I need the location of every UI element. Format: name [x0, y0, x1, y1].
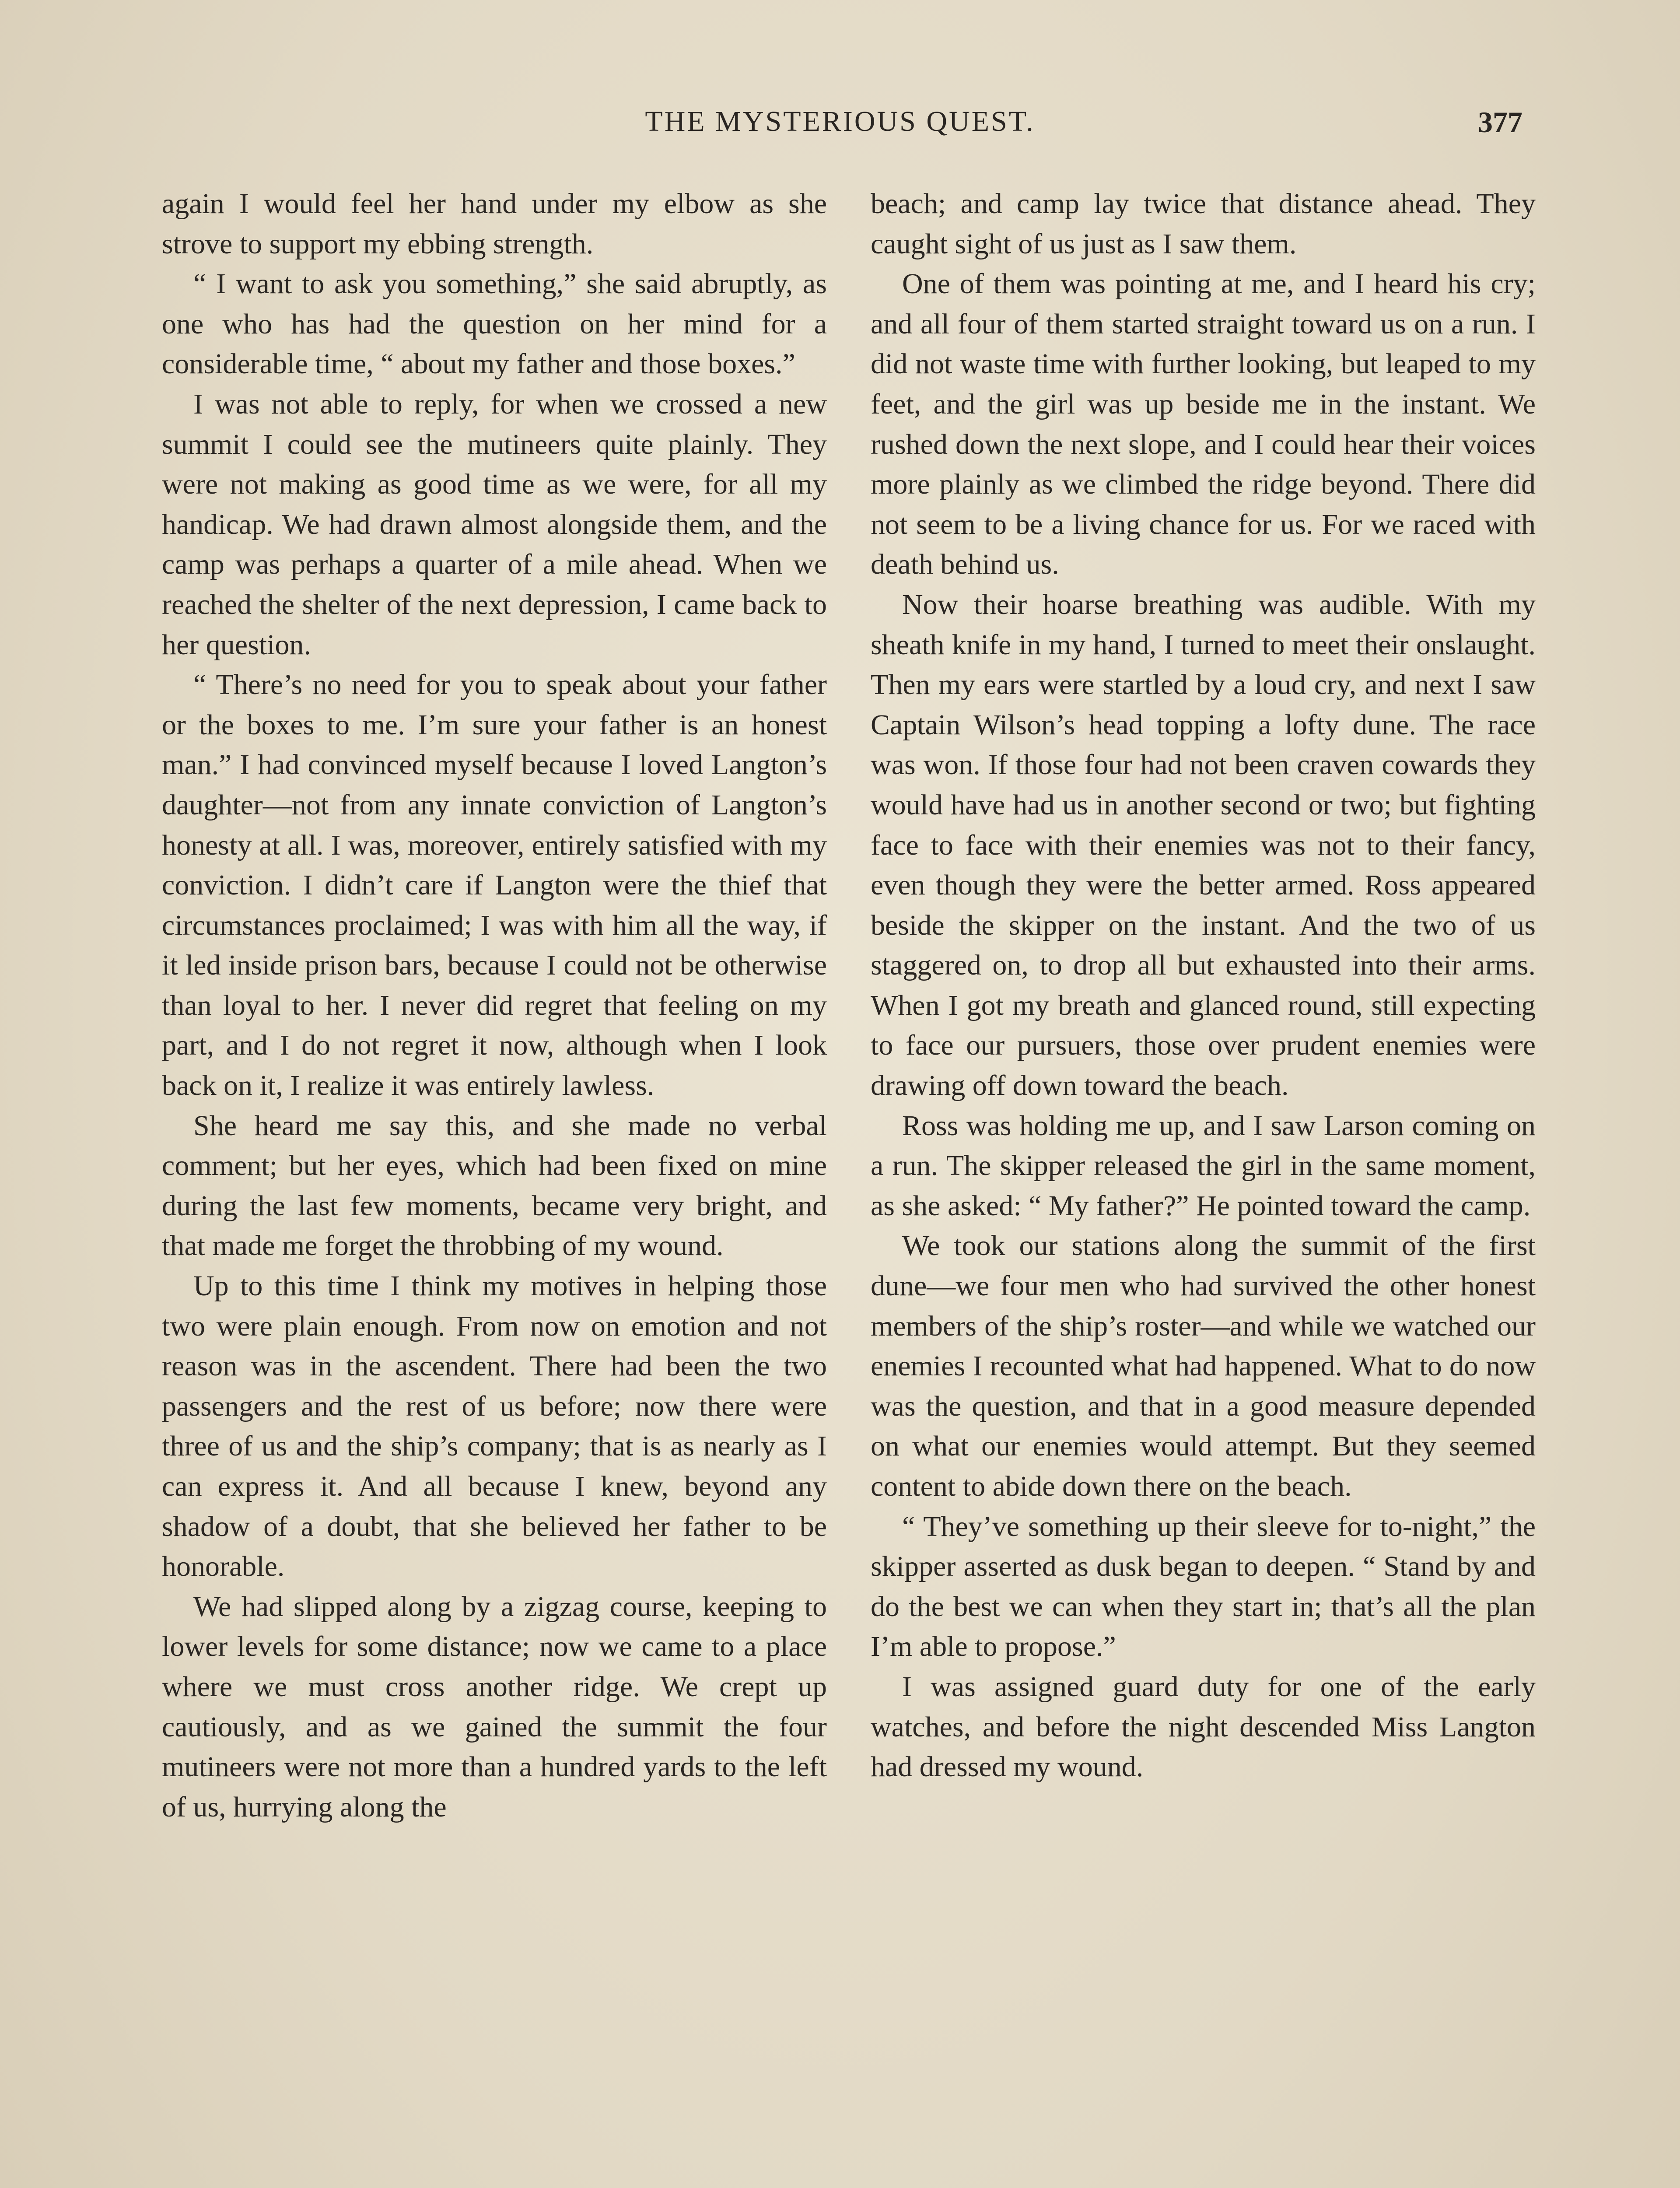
paragraph: “ There’s no need for you to speak about your father or the boxes to me. I’m sure your father is an honest man.” I had convinced myself because I loved Langton’s daughter—not from any innate conviction of Langton’s honesty at all. I was, moreover, entirely satisfied with my conviction. I didn’t care if Langton were the thief that circumstances proclaimed; I was with him all the way, if it led inside prison bars, because I could not be otherwise than loyal to her. I never did regret that feeling on my part, and I do not regret it now, although when I look back on it, I realize it was entirely lawless. — [162, 669, 827, 1102]
paragraph: I was not able to reply, for when we crossed a new summit I could see the mutineers quite plainly. They were not making as good time as we were, for all my handicap. We had drawn almost alongside them, and the camp was perhaps a quarter of a mile ahead. When we reached the shelter of the next depression, I came back to her question. — [162, 388, 827, 661]
page-header — [158, 105, 1522, 153]
paragraph: Now their hoarse breathing was audible. With my sheath knife in my hand, I turned to meet their onslaught. Then my ears were startled by a loud cry, and next I saw Captain Wilson’s head topping a lofty dune. The race was won. If those four had not been craven cowards they would have had us in another second or two; but fighting face to face with their enemies was not to their fancy, even though they were the better armed. Ross appeared beside the skipper on the instant. And the two of us staggered on, to drop all but exhausted into their arms. When I got my breath and glanced round, still expecting to face our pursuers, those over prudent enemies were drawing off down toward the beach. — [871, 588, 1536, 1102]
paragraph: We had slipped along by a zigzag course, keeping to lower levels for some distance; now we came to a place where we must cross another ridge. We crept up cautiously, and as we gained the summit the four mutineers were not more than a hundred yards to the left of us, hurrying along the — [162, 1590, 827, 1823]
paragraph: “ I want to ask you something,” she said abruptly, as one who has had the question on her mind for a considerable time, “ about my father and those boxes.” — [162, 268, 827, 380]
paragraph: beach; and camp lay twice that distance ahead. They caught sight of us just as I saw them. — [871, 188, 1536, 260]
left-column — [162, 184, 827, 1827]
running-title: THE MYSTERIOUS QUEST. — [645, 105, 1035, 137]
paragraph: Up to this time I think my motives in helping those two were plain enough. From now on emotion and not reason was in the ascendent. There had been the two passengers and the rest of us before; now there were three of us and the ship’s company; that is as nearly as I can express it. And all because I knew, beyond any shadow of a doubt, that she believed her father to be honorable. — [162, 1270, 827, 1583]
paragraph: She heard me say this, and she made no verbal comment; but her eyes, which had been fixed on mine during the last few moments, became very bright, and that made me forget the throbbing of my wound. — [162, 1109, 827, 1262]
paragraph: Ross was holding me up, and I saw Larson coming on a run. The skipper released the girl in the same moment, as she asked: “ My father?” He pointed toward the camp. — [871, 1109, 1536, 1222]
paragraph: “ They’ve something up their sleeve for to-night,” the skipper asserted as dusk began to deepen. “ Stand by and do the best we can when they start in; that’s all the plan I’m able to propose.” — [871, 1510, 1536, 1663]
right-column — [871, 184, 1536, 1827]
paragraph: One of them was pointing at me, and I heard his cry; and all four of them started straight toward us on a run. I did not waste time with further looking, but leaped to my feet, and the girl was up beside me in the instant. We rushed down the next slope, and I could hear their voices more plainly as we climbed the ridge beyond. There did not seem to be a living chance for us. For we raced with death behind us. — [871, 268, 1536, 581]
page-number: 377 — [1478, 105, 1522, 139]
paragraph: I was assigned guard duty for one of the early watches, and before the night descended Miss Langton had dressed my wound. — [871, 1670, 1536, 1783]
paragraph: again I would feel her hand under my elbow as she strove to support my ebbing strength. — [162, 188, 827, 260]
text-columns — [162, 184, 1536, 1827]
paragraph: We took our stations along the summit of the first dune—we four men who had survived the other honest members of the ship’s roster—and while we watched our enemies I recounted what had happened. What to do now was the question, and that in a good measure depended on what our enemies would attempt. But they seemed content to abide down there on the beach. — [871, 1230, 1536, 1502]
